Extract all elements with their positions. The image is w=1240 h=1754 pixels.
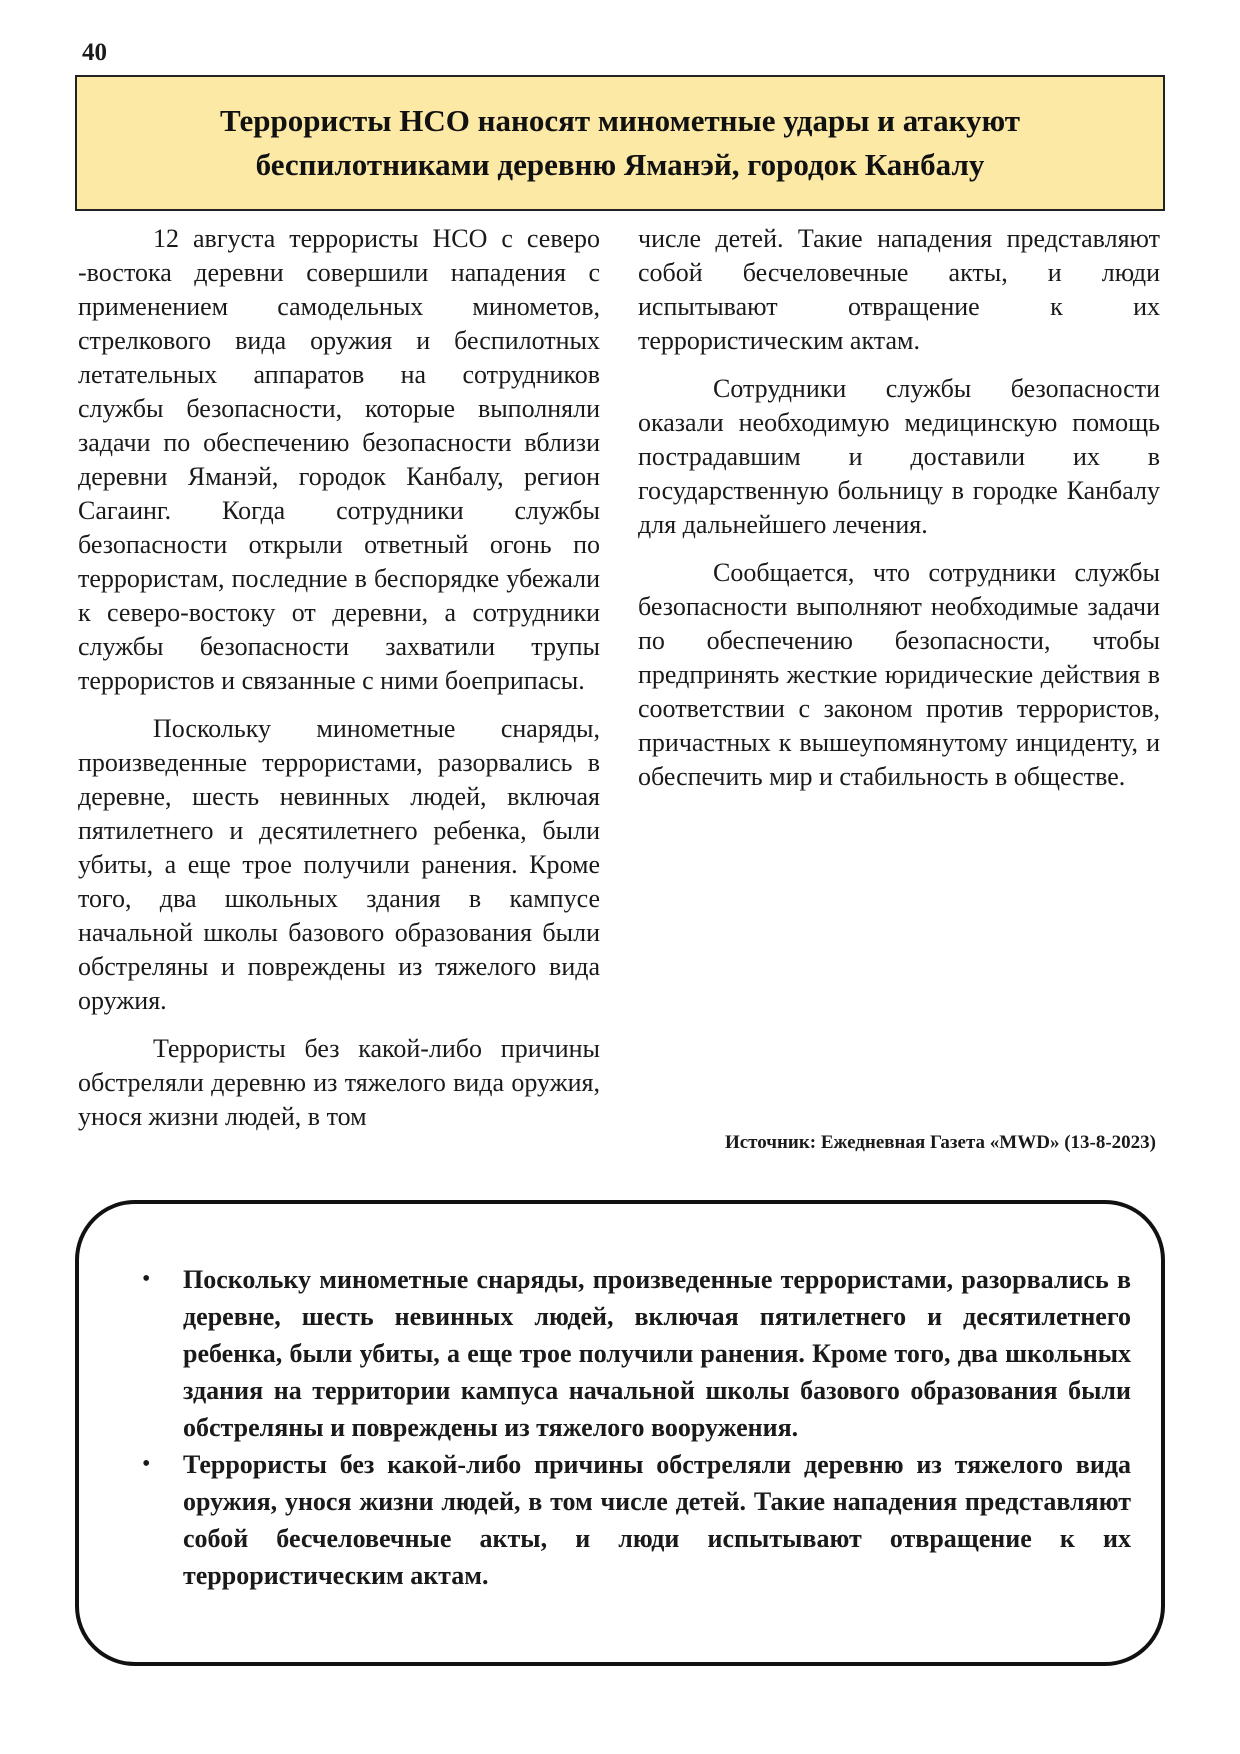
summary-list	[142, 1261, 1131, 1594]
article-paragraph-continued: числе детей. Такие нападения представляют собой бесчеловечные акты, и люди испытывают отвращение к их террористическим актам.	[638, 224, 1160, 355]
title-box	[75, 75, 1165, 211]
bullet-icon: •	[142, 1266, 151, 1292]
article-paragraph: Террористы без какой-либо причины обстреляли деревню из тяжелого вида оружия, унося жизни людей, в том	[78, 1034, 600, 1131]
article-right-column	[638, 222, 1160, 808]
article-paragraph: 12 августа террористы НСО с северо -востока деревни совершили нападения с применением самодельных минометов, стрелкового вида оружия и беспилотных летательных аппаратов на сотрудников службы безопасности, которые выполняли задачи по обеспечению безопасности вблизи деревни Яманэй, городок Канбалу, регион Сагаинг. Когда сотрудники службы безопасности открыли ответный огонь по террористам, последние в беспорядке убежали к северо-востоку от деревни, а сотрудники службы безопасности захватили трупы террористов и связанные с ними боеприпасы.	[78, 224, 600, 695]
article-left-column	[78, 222, 600, 1148]
article-title: Террористы НСО наносят минометные удары и атакуют беспилотниками деревню Яманэй, городок Канбалу	[219, 103, 1021, 182]
article-paragraph: Сообщается, что сотрудники службы безопасности выполняют необходимые задачи по обеспечению безопасности, чтобы предпринять жесткие юридические действия в соответствии с законом против террористов, причастных к вышеупомянутому инциденту, и обеспечить мир и стабильность в обществе.	[638, 558, 1160, 791]
summary-item	[142, 1446, 1131, 1594]
page-number: 40	[82, 39, 107, 66]
summary-text: Поскольку минометные снаряды, произведенные террористами, разорвались в деревне, шесть невинных людей, включая пятилетнего и десятилетнего ребенка, были убиты, а еще трое получили ранения. Кроме того, два школьных здания на территории кампуса начальной школы базового образования были обстреляны и повреждены из тяжелого вооружения.	[183, 1265, 1131, 1442]
summary-box	[75, 1200, 1165, 1666]
summary-item	[142, 1261, 1131, 1446]
article-paragraph: Сотрудники службы безопасности оказали необходимую медицинскую помощь пострадавшим и доставили их в государственную больницу в городке Канбалу для дальнейшего лечения.	[638, 374, 1160, 539]
article-paragraph: Поскольку минометные снаряды, произведенные террористами, разорвались в деревне, шесть невинных людей, включая пятилетнего и десятилетнего ребенка, были убиты, а еще трое получили ранения. Кроме того, два школьных здания в кампусе начальной школы базового образования были обстреляны и повреждены из тяжелого вида оружия.	[78, 714, 600, 1015]
source-citation: Источник: Ежедневная Газета «MWD» (13-8-2023)	[724, 1132, 1156, 1153]
summary-text: Террористы без какой-либо причины обстреляли деревню из тяжелого вида оружия, унося жизни людей, в том числе детей. Такие нападения представляют собой бесчеловечные акты, и люди испытывают отвращение к их террористическим актам.	[183, 1450, 1131, 1590]
bullet-icon: •	[142, 1451, 151, 1477]
